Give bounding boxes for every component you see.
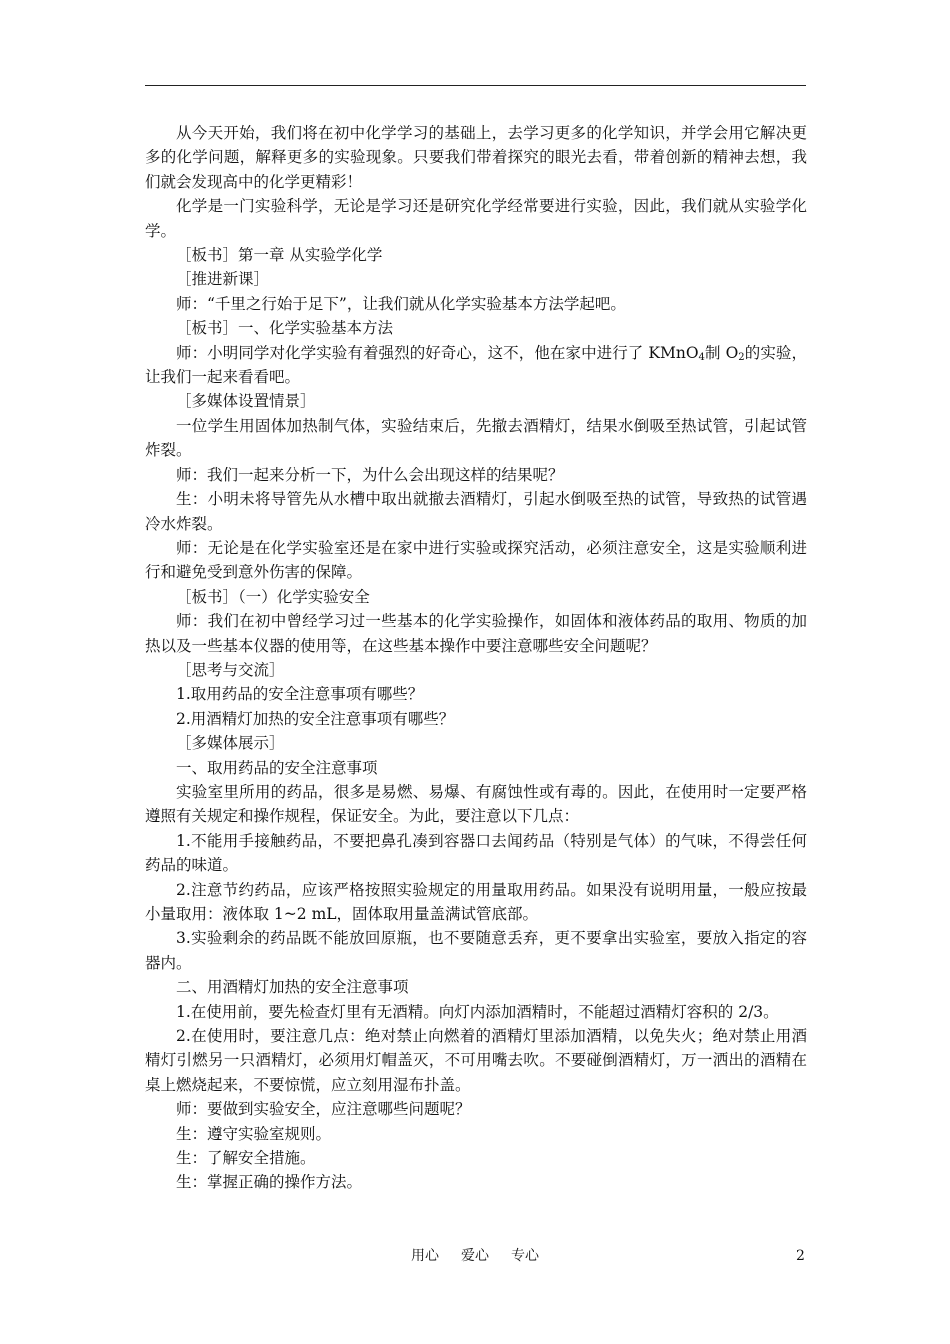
paragraph: 从今天开始，我们将在初中化学学习的基础上，去学习更多的化学知识，并学会用它解决更多的化学问题，解释更多的实验现象。只要我们带着探究的眼光去看，带着创新的精神去想，我们就会发现高中的化学更精彩！ [145, 124, 807, 191]
paragraph: 师：“千里之行始于足下”，让我们就从化学实验基本方法学起吧。 [176, 294, 626, 313]
board-heading: ［板书］（一）化学实验安全 [176, 587, 370, 606]
paragraph: 生：了解安全措施。 [176, 1149, 316, 1168]
paragraph: 生：小明未将导管先从水槽中取出就撤去酒精灯，引起水倒吸至热的试管，导致热的试管遇冷水炸裂。 [145, 490, 807, 533]
paragraph: 一位学生用固体加热制气体，实验结束后，先撤去酒精灯，结果水倒吸至热试管，引起试管炸裂。 [145, 416, 807, 460]
page-number: 2 [796, 1248, 805, 1264]
list-item: 2.在使用时，要注意几点：绝对禁止向燃着的酒精灯里添加酒精，以免失火；绝对禁止用酒精灯引燃另一只酒精灯，必须用灯帽盖灭，不可用嘴去吹。不要碰倒酒精灯，万一洒出的酒精在桌上燃烧起来，不要惊慌，应立刻用湿布扑盖。 [145, 1027, 807, 1094]
footer-motto-item: 爱心 [461, 1248, 489, 1264]
board-heading: ［板书］第一章 从实验学化学 [176, 246, 383, 265]
paragraph-kmno4: 师：小明同学对化学实验有着强烈的好奇心，这不，他在家中进行了 KMnO$_4$制 $O_2$的实验，让我们一起来看看吧。 [145, 343, 807, 387]
list-item: 2.注意节约药品，应该严格按照实验规定的用量取用药品。如果没有说明用量，一般应按最小量取用：液体取 1~2 mL，固体取用量盖满试管底部。 [145, 880, 807, 923]
board-heading: ［板书］一、化学实验基本方法 [176, 319, 394, 338]
subheading: 一、取用药品的安全注意事项 [176, 758, 378, 777]
footer-motto-item: 专心 [511, 1248, 539, 1264]
list-item: 2.用酒精灯加热的安全注意事项有哪些？ [176, 709, 455, 728]
header-rule [145, 85, 806, 86]
paragraph: 师：无论是在化学实验室还是在家中进行实验或探究活动，必须注意安全，这是实验顺利进行和避免受到意外伤害的保障。 [145, 538, 807, 582]
paragraph: 化学是一门实验科学，无论是学习还是研究化学经常要进行实验，因此，我们就从实验学化学。 [145, 197, 807, 240]
list-item: 3.实验剩余的药品既不能放回原瓶，也不要随意丢弃，更不要拿出实验室，要放入指定的容器内。 [145, 929, 807, 972]
footer-motto-item: 用心 [411, 1248, 439, 1264]
section-marker: ［多媒体展示］ [176, 734, 285, 753]
paragraph: 师：我们在初中曾经学习过一些基本的化学实验操作，如固体和液体药品的取用、物质的加热以及一些基本仪器的使用等，在这些基本操作中要注意哪些安全问题呢？ [145, 612, 807, 655]
section-marker: ［多媒体设置情景］ [176, 392, 316, 411]
paragraph: 师：要做到实验安全，应注意哪些问题呢？ [176, 1100, 471, 1119]
subheading: 二、用酒精灯加热的安全注意事项 [176, 978, 409, 997]
paragraph: 生：遵守实验室规则。 [176, 1124, 332, 1143]
document-body [145, 121, 807, 1195]
list-item: 1.取用药品的安全注意事项有哪些？ [176, 685, 424, 704]
section-marker: ［思考与交流］ [176, 660, 285, 679]
section-marker: ［推进新课］ [176, 270, 270, 289]
paragraph: 师：我们一起来分析一下，为什么会出现这样的结果呢？ [176, 465, 564, 484]
footer-motto [0, 1246, 950, 1266]
paragraph: 实验室里所用的药品，很多是易燃、易爆、有腐蚀性或有毒的。因此，在使用时一定要严格遵照有关规定和操作规程，保证安全。为此，要注意以下几点： [145, 782, 807, 826]
list-item: 1.不能用手接触药品，不要把鼻孔凑到容器口去闻药品（特别是气体）的气味，不得尝任何药品的味道。 [145, 831, 807, 875]
paragraph: 生：掌握正确的操作方法。 [176, 1173, 363, 1192]
list-item: 1.在使用前，要先检查灯里有无酒精。向灯内添加酒精时，不能超过酒精灯容积的 2/3。 [176, 1002, 779, 1021]
